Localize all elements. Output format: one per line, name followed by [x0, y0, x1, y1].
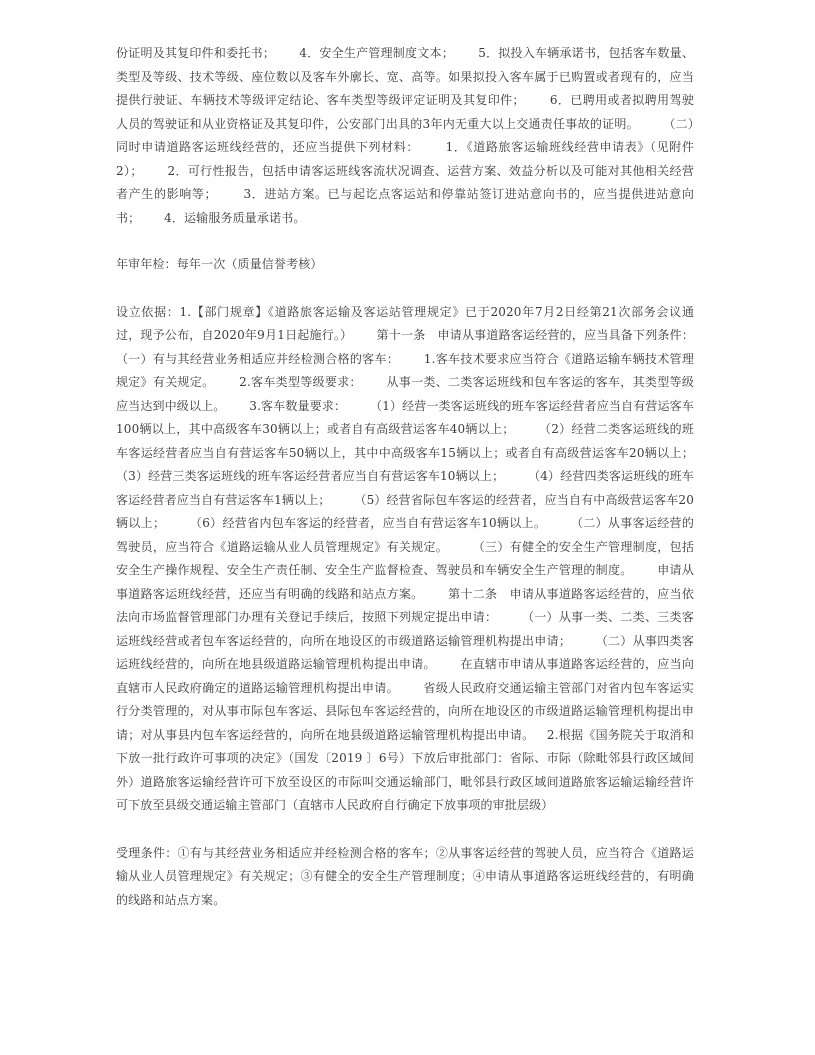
paragraph-spacer	[116, 818, 694, 842]
document-page	[116, 42, 718, 912]
paragraph-spacer	[116, 230, 694, 253]
materials-paragraph: 份证明及其复印件和委托书； 4．安全生产管理制度文本； 5．拟投入车辆承诺书，包括客车数量、类型及等级、技术等级、座位数以及客车外廓长、宽、高等。如果拟投入客车属于已购置或者现有的，应当提供行驶证、车辆技术等级评定结论、客车类型等级评定证明及其复印件； 6．已聘用或者拟聘用驾驶人员的驾驶证和从业资格证及其复印件，公安部门出具的3年内无重大以上交通责任事故的证明。 （二）同时申请道路客运班线经营的，还应当提供下列材料： 1．《道路旅客运输班线经营申请表》（见附件2）； 2．可行性报告，包括申请客运班线客流状况调查、运营方案、效益分析以及可能对其他相关经营者产生的影响等； 3．进站方案。已与起讫点客运站和停靠站签订进站意向书的，应当提供进站意向书； 4．运输服务质量承诺书。	[116, 46, 694, 225]
annual-review-paragraph: 年审年检：每年一次（质量信誉考核）	[116, 257, 323, 271]
acceptance-conditions-paragraph: 受理条件：①有与其经营业务相适应并经检测合格的客车；②从事客运经营的驾驶人员，应当符合《道路运输从业人员管理规定》有关规定；③有健全的安全生产管理制度；④申请从事道路客运班线经营的，有明确的线路和站点方案。	[116, 845, 694, 907]
paragraph-spacer	[116, 277, 694, 301]
legal-basis-paragraph: 设立依据：1.【部门规章】《道路旅客运输及客运站管理规定》已于2020年7月2日经第21次部务会议通过，现予公布，自2020年9月1日起施行。） 第十一条 申请从事道路客运经营的，应当具备下列条件：（一）有与其经营业务相适应并经检测合格的客车： 1.客车技术要求应当符合《道路运输车辆技术管理规定》有关规定。 2.客车类型等级要求： 从事一类、二类客运班线和包车客运的客车，其类型等级应当达到中级以上。 3.客车数量要求： （1）经营一类客运班线的班车客运经营者应当自有营运客车100辆以上，其中高级客车30辆以上；或者自有高级营运客车40辆以上； （2）经营二类客运班线的班车客运经营者应当自有营运客车50辆以上，其中中高级客车15辆以上；或者自有高级营运客车20辆以上； （3）经营三类客运班线的班车客运经营者应当自有营运客车10辆以上； （4）经营四类客运班线的班车客运经营者应当自有营运客车1辆以上； （5）经营省际包车客运的经营者，应当自有中高级营运客车20辆以上； （6）经营省内包车客运的经营者，应当自有营运客车10辆以上。 （二）从事客运经营的驾驶员，应当符合《道路运输从业人员管理规定》有关规定。 （三）有健全的安全生产管理制度，包括安全生产操作规程、安全生产责任制、安全生产监督检查、驾驶员和车辆安全生产管理的制度。 申请从事道路客运班线经营，还应当有明确的线路和站点方案。 第十二条 申请从事道路客运经营的，应当依法向市场监督管理部门办理有关登记手续后，按照下列规定提出申请： （一）从事一类、二类、三类客运班线经营或者包车客运经营的，向所在地设区的市级道路运输管理机构提出申请； （二）从事四类客运班线经营的，向所在地县级道路运输管理机构提出申请。 在直辖市申请从事道路客运经营的，应当向直辖市人民政府确定的道路运输管理机构提出申请。 省级人民政府交通运输主管部门对省内包车客运实行分类管理的，对从事市际包车客运、县际包车客运经营的，向所在地设区的市级道路运输管理机构提出申请；对从事县内包车客运经营的，向所在地县级道路运输管理机构提出申请。 2.根据《国务院关于取消和下放一批行政许可事项的决定》（国发〔2019 〕6号）下放后审批部门：省际、市际（除毗邻县行政区域间外）道路旅客运输经营许可下放至设区的市际叫交通运输部门，毗邻县行政区域间道路旅客运输运输经营许可下放至县级交通运输主管部门（直辖市人民政府自行确定下放事项的审批层级）	[116, 304, 718, 812]
